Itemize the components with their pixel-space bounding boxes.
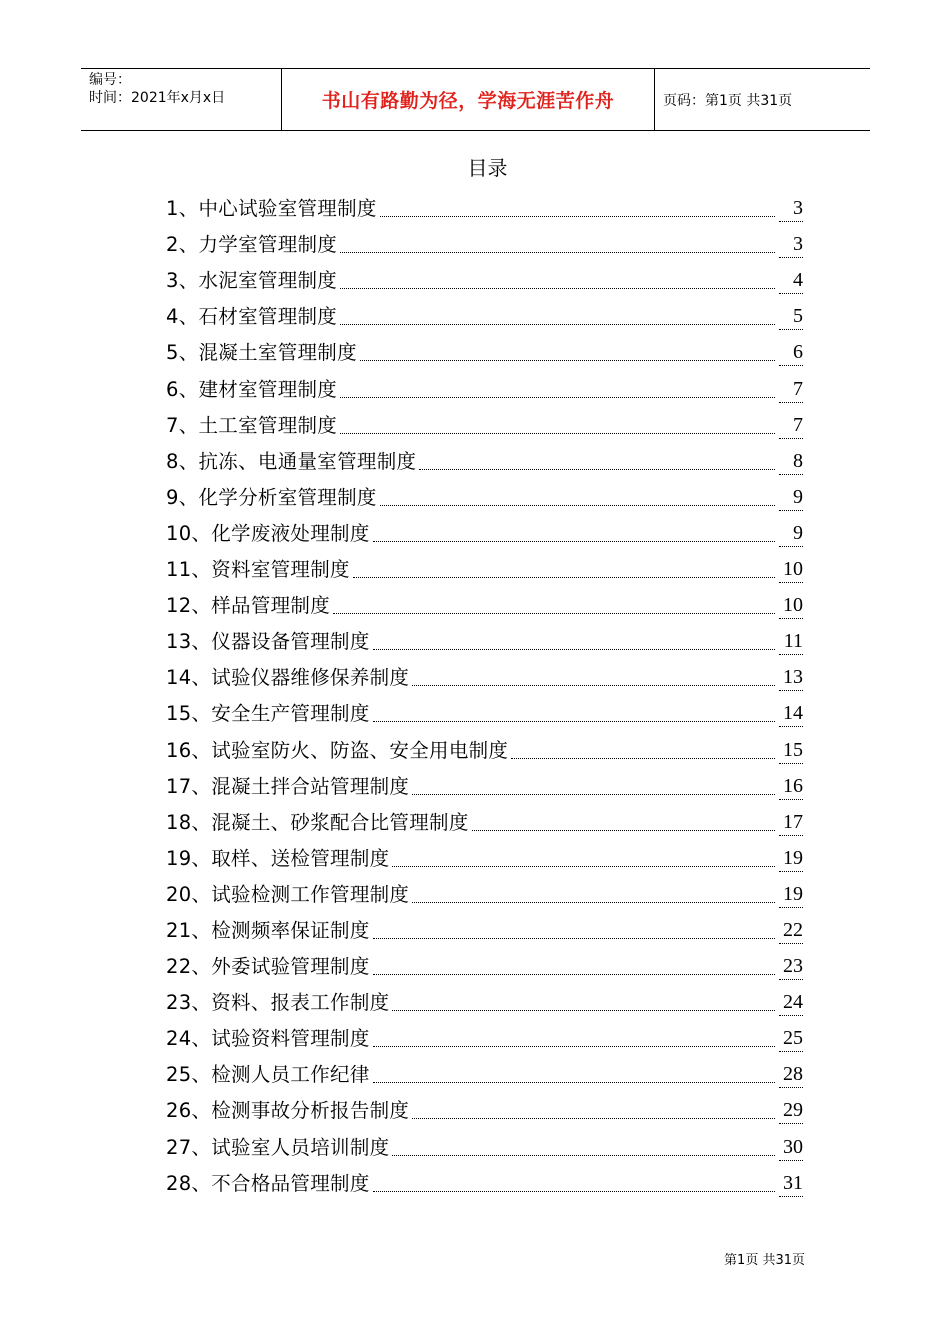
toc-dot-leader xyxy=(412,901,775,903)
page-header xyxy=(81,68,870,131)
toc-entry-page: 7 xyxy=(779,376,803,403)
toc-dot-leader xyxy=(380,215,775,217)
toc-entry-page: 3 xyxy=(779,231,803,258)
toc-dot-leader xyxy=(472,829,775,831)
toc-entry-label: 14、试验仪器维修保养制度 xyxy=(166,666,410,690)
toc-entry[interactable] xyxy=(166,1161,803,1197)
toc-dot-leader xyxy=(412,793,775,795)
toc-entry-label: 27、试验室人员培训制度 xyxy=(166,1135,390,1159)
toc-entry-page: 3 xyxy=(779,195,803,222)
toc-entry-label: 28、不合格品管理制度 xyxy=(166,1171,370,1195)
toc-entry-label: 1、中心试验室管理制度 xyxy=(166,197,377,221)
toc-dot-leader xyxy=(340,323,775,325)
toc-entry-page: 4 xyxy=(779,267,803,294)
toc-entry[interactable] xyxy=(166,727,803,763)
toc-entry[interactable] xyxy=(166,258,803,294)
toc-entry[interactable] xyxy=(166,980,803,1016)
toc-entry-label: 6、建材室管理制度 xyxy=(166,377,338,401)
toc-entry-page: 25 xyxy=(779,1025,803,1052)
toc-entry-page: 5 xyxy=(779,303,803,330)
toc-dot-leader xyxy=(353,576,775,578)
toc-entry-page: 9 xyxy=(779,520,803,547)
toc-dot-leader xyxy=(333,612,775,614)
document-time-label: 时间：2021年x月x日 xyxy=(89,90,226,106)
toc-dot-leader xyxy=(360,359,775,361)
toc-dot-leader xyxy=(340,251,775,253)
toc-entry-label: 2、力学室管理制度 xyxy=(166,233,338,257)
toc-entry[interactable] xyxy=(166,294,803,330)
toc-entry[interactable] xyxy=(166,403,803,439)
toc-entry-page: 13 xyxy=(779,664,803,691)
toc-dot-leader xyxy=(340,432,775,434)
toc-dot-leader xyxy=(419,468,775,470)
toc-entry-label: 22、外委试验管理制度 xyxy=(166,955,370,979)
toc-dot-leader xyxy=(412,684,775,686)
toc-entry[interactable] xyxy=(166,655,803,691)
toc-dot-leader xyxy=(392,1154,775,1156)
toc-dot-leader xyxy=(412,1117,775,1119)
toc-entry-page: 28 xyxy=(779,1061,803,1088)
toc-title: 目录 xyxy=(467,156,508,180)
toc-entry-label: 24、试验资料管理制度 xyxy=(166,1027,370,1051)
toc-entry[interactable] xyxy=(166,1088,803,1124)
toc-entry-page: 10 xyxy=(779,556,803,583)
toc-dot-leader xyxy=(392,865,775,867)
toc-entry[interactable] xyxy=(166,475,803,511)
page-footer: 第1页 共31页 xyxy=(724,1253,805,1268)
toc-entry-page: 30 xyxy=(779,1134,803,1161)
header-meta xyxy=(81,69,282,130)
toc-entry[interactable] xyxy=(166,439,803,475)
toc-entry-label: 10、化学废液处理制度 xyxy=(166,521,370,545)
toc-entry-label: 18、混凝土、砂浆配合比管理制度 xyxy=(166,810,469,834)
toc-dot-leader xyxy=(392,1009,775,1011)
toc-dot-leader xyxy=(373,540,775,542)
toc-entry-page: 9 xyxy=(779,484,803,511)
toc-entry-page: 11 xyxy=(779,628,803,655)
toc-entry-page: 14 xyxy=(779,700,803,727)
toc-entry[interactable] xyxy=(166,1052,803,1088)
toc-entry-label: 11、资料室管理制度 xyxy=(166,558,350,582)
toc-entry-label: 15、安全生产管理制度 xyxy=(166,702,370,726)
toc-entry-label: 3、水泥室管理制度 xyxy=(166,269,338,293)
toc-entry-label: 16、试验室防火、防盗、安全用电制度 xyxy=(166,738,509,762)
toc-entry-label: 8、抗冻、电通量室管理制度 xyxy=(166,449,417,473)
toc-dot-leader xyxy=(373,1190,775,1192)
toc-entry[interactable] xyxy=(166,691,803,727)
toc-entry[interactable] xyxy=(166,800,803,836)
toc-entry-label: 21、检测频率保证制度 xyxy=(166,918,370,942)
toc-entry-label: 12、样品管理制度 xyxy=(166,594,331,618)
toc-entry[interactable] xyxy=(166,186,803,222)
toc-entry-page: 10 xyxy=(779,592,803,619)
toc-dot-leader xyxy=(340,287,775,289)
toc-entry-page: 24 xyxy=(779,989,803,1016)
toc-entry-page: 8 xyxy=(779,448,803,475)
table-of-contents xyxy=(166,186,803,1197)
toc-entry-label: 17、混凝土拌合站管理制度 xyxy=(166,774,410,798)
toc-entry-page: 19 xyxy=(779,881,803,908)
toc-entry-label: 9、化学分析室管理制度 xyxy=(166,485,377,509)
toc-entry[interactable] xyxy=(166,330,803,366)
toc-entry[interactable] xyxy=(166,944,803,980)
toc-entry-label: 5、混凝土室管理制度 xyxy=(166,341,357,365)
toc-dot-leader xyxy=(373,720,775,722)
header-motto: 书山有路勤为径，学海无涯苦作舟 xyxy=(321,90,615,112)
toc-entry-page: 19 xyxy=(779,845,803,872)
toc-entry[interactable] xyxy=(166,547,803,583)
toc-dot-leader xyxy=(340,396,775,398)
toc-entry-page: 23 xyxy=(779,953,803,980)
toc-entry-page: 7 xyxy=(779,412,803,439)
toc-entry-page: 22 xyxy=(779,917,803,944)
toc-dot-leader xyxy=(373,648,775,650)
toc-entry-page: 29 xyxy=(779,1097,803,1124)
toc-entry[interactable] xyxy=(166,872,803,908)
toc-entry[interactable] xyxy=(166,1016,803,1052)
toc-entry-page: 17 xyxy=(779,809,803,836)
header-page-info: 页码：第1页 共31页 xyxy=(663,92,793,109)
document-number-label: 编号： xyxy=(89,72,131,88)
toc-entry[interactable] xyxy=(166,1124,803,1160)
toc-entry-label: 4、石材室管理制度 xyxy=(166,305,338,329)
toc-entry[interactable] xyxy=(166,366,803,402)
toc-entry-page: 31 xyxy=(779,1170,803,1197)
toc-entry-label: 20、试验检测工作管理制度 xyxy=(166,882,410,906)
toc-entry-label: 19、取样、送检管理制度 xyxy=(166,846,390,870)
toc-dot-leader xyxy=(373,1045,775,1047)
toc-dot-leader xyxy=(511,757,775,759)
toc-entry[interactable] xyxy=(166,222,803,258)
toc-entry[interactable] xyxy=(166,619,803,655)
toc-entry[interactable] xyxy=(166,583,803,619)
toc-entry-label: 7、土工室管理制度 xyxy=(166,413,338,437)
toc-entry-page: 6 xyxy=(779,339,803,366)
toc-entry-page: 16 xyxy=(779,773,803,800)
header-motto-cell xyxy=(282,69,655,130)
toc-entry-label: 23、资料、报表工作制度 xyxy=(166,991,390,1015)
toc-entry-label: 26、检测事故分析报告制度 xyxy=(166,1099,410,1123)
toc-entry[interactable] xyxy=(166,836,803,872)
toc-entry-label: 13、仪器设备管理制度 xyxy=(166,630,370,654)
toc-entry[interactable] xyxy=(166,908,803,944)
toc-entry[interactable] xyxy=(166,764,803,800)
toc-entry-label: 25、检测人员工作纪律 xyxy=(166,1063,370,1087)
toc-dot-leader xyxy=(373,937,775,939)
toc-entry-page: 15 xyxy=(779,737,803,764)
toc-dot-leader xyxy=(373,973,775,975)
toc-dot-leader xyxy=(373,1081,775,1083)
toc-dot-leader xyxy=(380,504,775,506)
toc-entry[interactable] xyxy=(166,511,803,547)
